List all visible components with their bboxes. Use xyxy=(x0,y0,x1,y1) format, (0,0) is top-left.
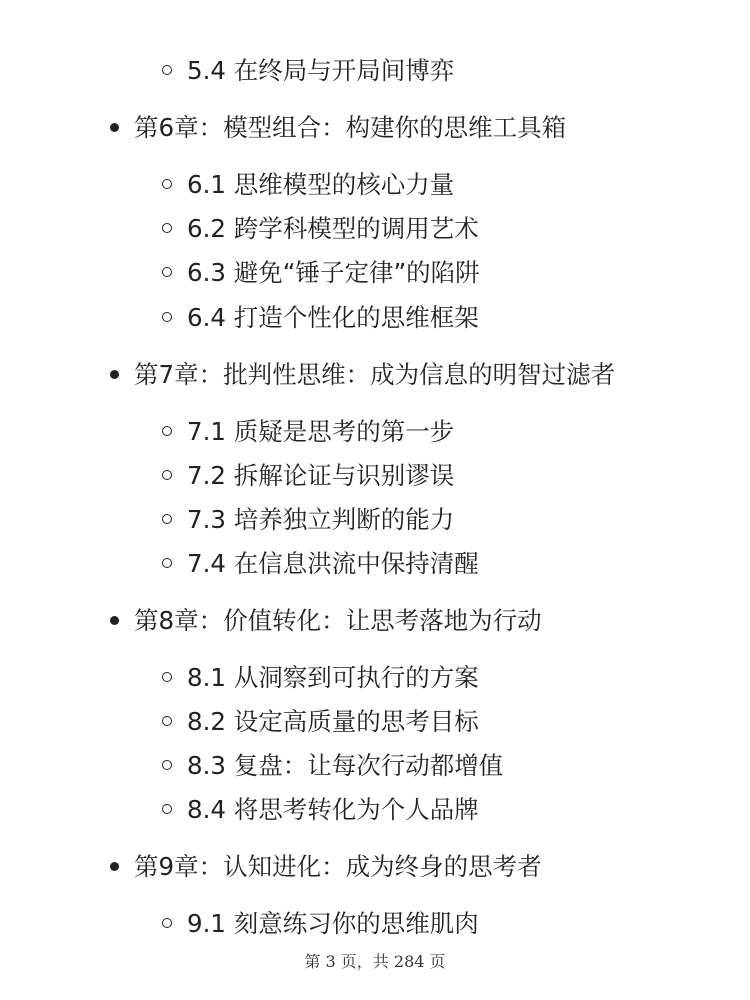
toc-section-label: 8.3 复盘：让每次行动都增值 xyxy=(187,751,504,780)
toc-section-label: 6.1 思维模型的核心力量 xyxy=(187,170,455,199)
toc-section-item xyxy=(162,702,479,742)
toc-section-label: 6.2 跨学科模型的调用艺术 xyxy=(187,214,479,243)
circle-bullet-icon xyxy=(162,760,172,770)
circle-bullet-icon xyxy=(162,65,172,75)
disc-bullet-icon xyxy=(110,616,119,625)
toc-section-item xyxy=(162,456,454,496)
toc-section-label: 8.1 从洞察到可执行的方案 xyxy=(187,663,479,692)
disc-bullet-icon xyxy=(110,370,119,379)
circle-bullet-icon xyxy=(162,470,172,480)
circle-bullet-icon xyxy=(162,312,172,322)
toc-section-item xyxy=(162,904,479,944)
circle-bullet-icon xyxy=(162,716,172,726)
toc-chapter-item xyxy=(110,108,566,148)
toc-section-label: 7.3 培养独立判断的能力 xyxy=(187,505,455,534)
toc-chapter-label: 第9章：认知进化：成为终身的思考者 xyxy=(134,852,542,881)
toc-section-item xyxy=(162,51,454,91)
circle-bullet-icon xyxy=(162,223,172,233)
toc-chapter-label: 第8章：价值转化：让思考落地为行动 xyxy=(134,606,542,635)
disc-bullet-icon xyxy=(110,123,119,132)
toc-section-label: 7.4 在信息洪流中保持清醒 xyxy=(187,549,479,578)
toc-section-label: 8.2 设定高质量的思考目标 xyxy=(187,707,479,736)
toc-section-item xyxy=(162,658,479,698)
toc-section-label: 7.1 质疑是思考的第一步 xyxy=(187,417,455,446)
toc-section-item xyxy=(162,746,503,786)
toc-chapter-label: 第6章：模型组合：构建你的思维工具箱 xyxy=(134,113,567,142)
toc-section-item xyxy=(162,790,479,830)
toc-section-item xyxy=(162,165,454,205)
page-number-footer: 第 3 页，共 284 页 xyxy=(304,952,446,971)
toc-section-label: 6.3 避免“锤子定律”的陷阱 xyxy=(187,258,480,287)
disc-bullet-icon xyxy=(110,862,119,871)
toc-chapter-item xyxy=(110,601,542,641)
toc-section-item xyxy=(162,500,454,540)
circle-bullet-icon xyxy=(162,179,172,189)
toc-section-label: 9.1 刻意练习你的思维肌肉 xyxy=(187,909,479,938)
toc-section-label: 6.4 打造个性化的思维框架 xyxy=(187,303,479,332)
toc-section-label: 7.2 拆解论证与识别谬误 xyxy=(187,461,455,490)
toc-section-label: 5.4 在终局与开局间博弈 xyxy=(187,56,455,85)
circle-bullet-icon xyxy=(162,558,172,568)
toc-section-label: 8.4 将思考转化为个人品牌 xyxy=(187,795,479,824)
toc-chapter-item xyxy=(110,847,542,887)
toc-section-item xyxy=(162,412,454,452)
circle-bullet-icon xyxy=(162,672,172,682)
toc-chapter-item xyxy=(110,355,615,395)
toc-section-item xyxy=(162,209,479,249)
toc-chapter-label: 第7章：批判性思维：成为信息的明智过滤者 xyxy=(134,360,616,389)
toc-section-item xyxy=(162,298,479,338)
circle-bullet-icon xyxy=(162,514,172,524)
toc-section-item xyxy=(162,253,480,293)
toc-section-item xyxy=(162,544,479,584)
circle-bullet-icon xyxy=(162,918,172,928)
circle-bullet-icon xyxy=(162,426,172,436)
circle-bullet-icon xyxy=(162,267,172,277)
circle-bullet-icon xyxy=(162,804,172,814)
